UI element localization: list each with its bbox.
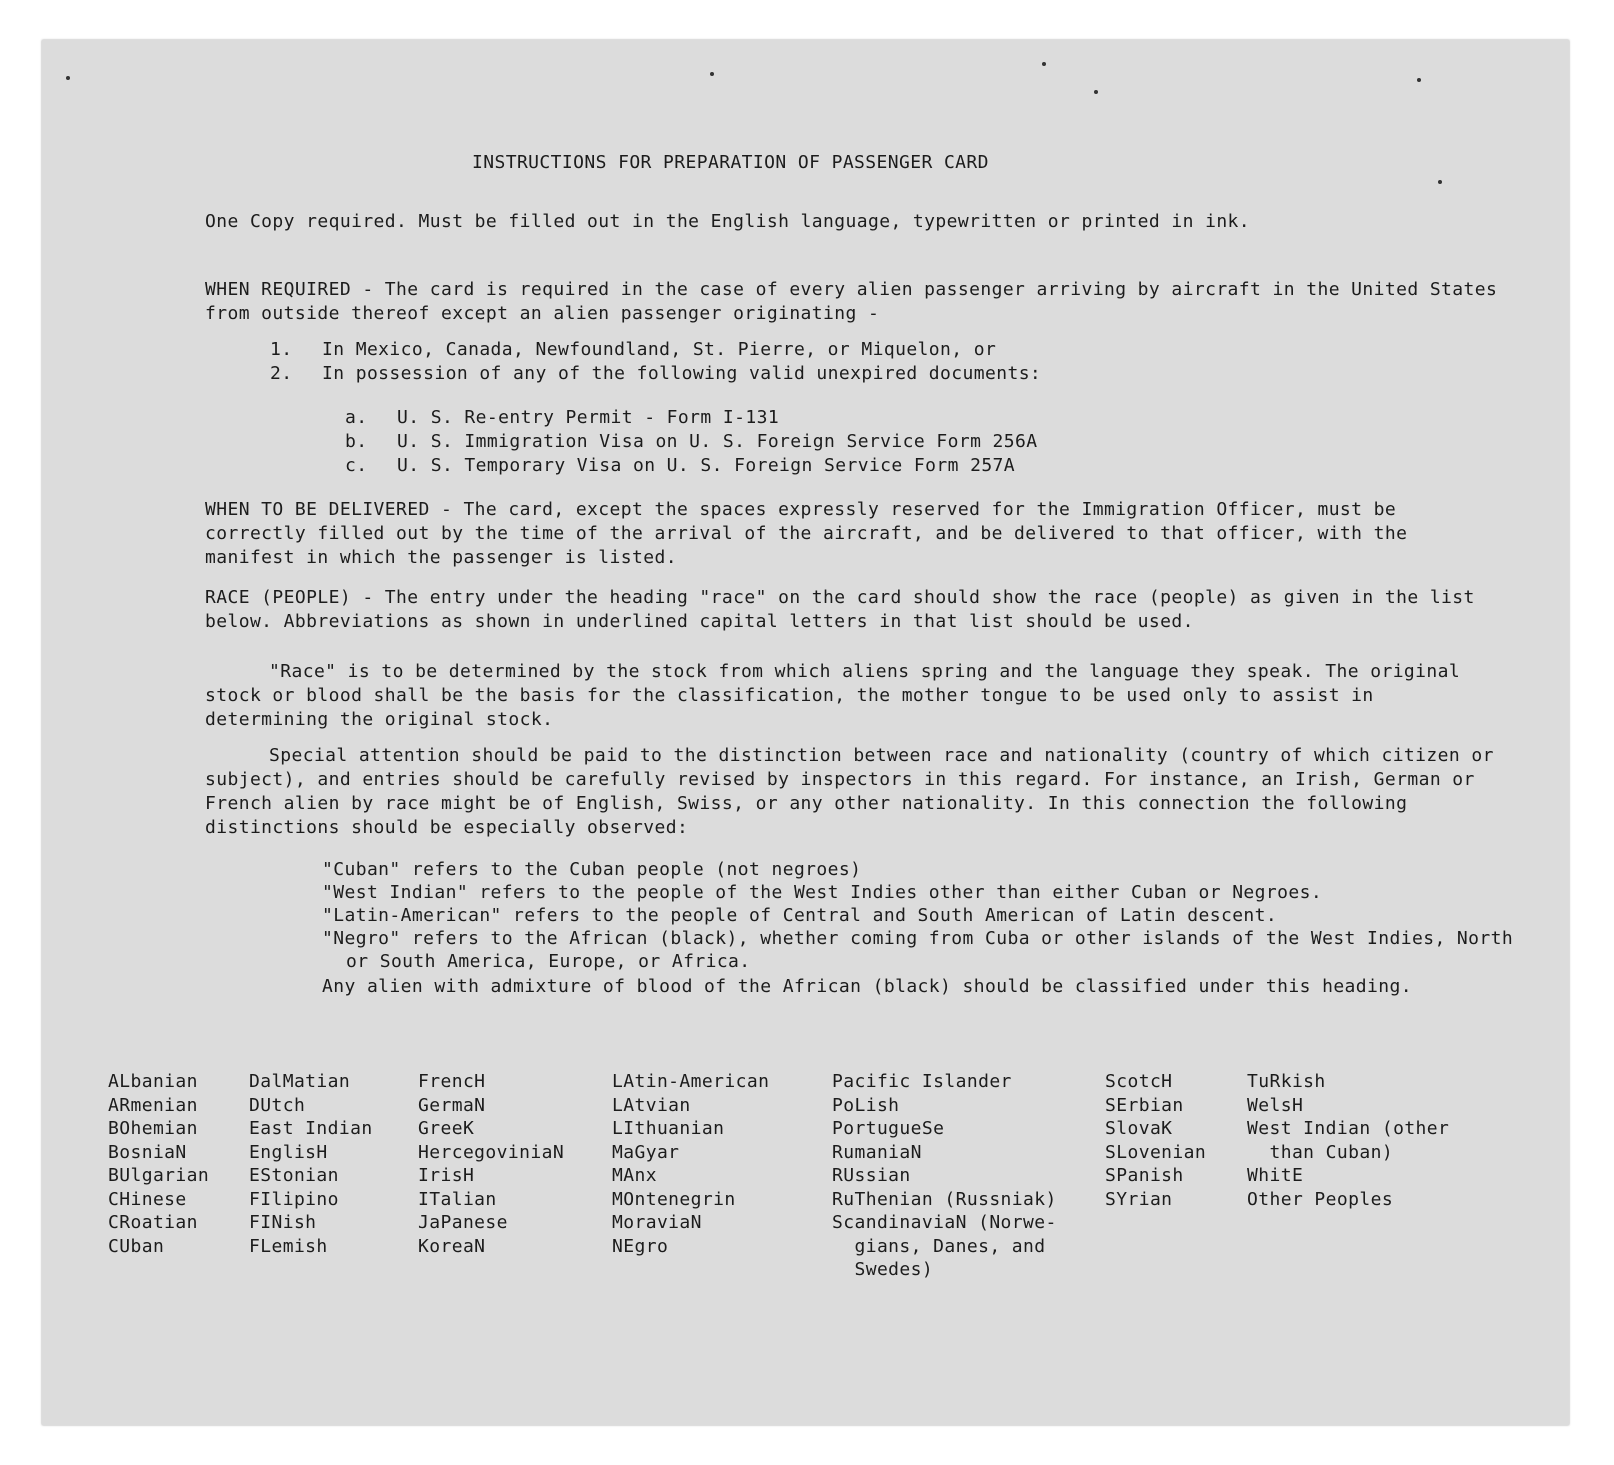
race-entry: ALbanian	[108, 1071, 198, 1092]
distinction-cuban: "Cuban" refers to the Cuban people (not negroes)	[322, 859, 862, 880]
race-entry: SPanish	[1105, 1165, 1184, 1186]
document-item-text: U. S. Temporary Visa on U. S. Foreign Service Form 257A	[397, 455, 1016, 476]
scan-mark	[1042, 62, 1046, 66]
race-column	[418, 1070, 564, 1258]
origin-item-text: In Mexico, Canada, Newfoundland, St. Pierre, or Miquelon, or	[322, 339, 997, 360]
race-entry: PortugueSe	[832, 1118, 945, 1139]
origin-item-number: 2.	[270, 363, 293, 384]
race-entry: BosniaN	[108, 1141, 187, 1163]
race-entry: SErbian	[1105, 1094, 1184, 1116]
race-entry: ARmenian	[108, 1094, 198, 1116]
race-entry: LAtin-American	[612, 1071, 770, 1092]
race-entry: RumaniaN	[832, 1141, 922, 1163]
race-entry: SlovaK	[1105, 1118, 1173, 1139]
race-entry: DUtch	[249, 1094, 306, 1116]
race-entry: LAtvian	[612, 1094, 691, 1116]
race-entry: ITalian	[418, 1188, 497, 1210]
race-column	[108, 1070, 209, 1258]
race-entry: FINish	[249, 1212, 317, 1233]
scan-mark	[1438, 180, 1442, 184]
special-attention-paragraph: Special attention should be paid to the distinction between race and nationality (country of which citizen or subject), and entries should be carefully revised by inspectors in this regard. For instance, an Irish, German or French alien by race might be of English, Swiss, or any other nationality. In this connection the following distinctions should be especially observed:	[205, 745, 1494, 838]
race-entry: CRoatian	[108, 1212, 198, 1233]
race-entry: RUssian	[832, 1165, 911, 1186]
race-entry: West Indian (other	[1247, 1118, 1450, 1139]
race-entry: MaGyar	[612, 1141, 680, 1163]
document-item-letter: a.	[345, 407, 368, 428]
race-entry: MOntenegrin	[612, 1188, 736, 1210]
document-item-letter: c.	[345, 455, 368, 476]
race-entry: LIthuanian	[612, 1118, 725, 1139]
race-entry: PoLish	[832, 1094, 900, 1116]
race-entry: HercegoviniaN	[418, 1141, 565, 1163]
race-entry: FLemish	[249, 1235, 328, 1257]
race-column	[1105, 1070, 1206, 1211]
race-entry: BOhemian	[108, 1118, 198, 1139]
scan-mark	[1417, 78, 1421, 82]
race-column	[832, 1070, 1057, 1282]
race-entry: EnglisH	[249, 1141, 328, 1163]
intro-paragraph: One Copy required. Must be filled out in the English language, typewritten or printed in ink.	[205, 211, 1251, 232]
race-entry: TuRkish	[1247, 1071, 1326, 1092]
race-entry: CHinese	[108, 1188, 187, 1210]
race-column	[1247, 1070, 1449, 1211]
race-entry: BUlgarian	[108, 1165, 210, 1186]
document-item-text: U. S. Immigration Visa on U. S. Foreign Service Form 256A	[397, 431, 1038, 452]
document-item-letter: b.	[345, 431, 368, 452]
race-column	[249, 1070, 373, 1258]
race-entry: MAnx	[612, 1165, 657, 1186]
origin-item-number: 1.	[270, 339, 293, 360]
race-column	[612, 1070, 769, 1258]
distinction-admixture: Any alien with admixture of blood of the African (black) should be classified under this heading.	[322, 976, 1412, 997]
race-entry: SLovenian	[1105, 1141, 1207, 1163]
race-entry: WelsH	[1247, 1094, 1304, 1116]
race-entry: KoreaN	[418, 1235, 486, 1257]
race-determined-paragraph: "Race" is to be determined by the stock from which aliens spring and the language they speak. The original stock or blood shall be the basis for the classification, the mother tongue to be used only to assist in determining the original stock.	[205, 661, 1461, 730]
race-entry: CUban	[108, 1235, 165, 1257]
when-required-paragraph: WHEN REQUIRED - The card is required in the case of every alien passenger arriving by aircraft in the United States from outside thereof except an alien passenger originating -	[205, 279, 1498, 324]
race-entry: gians, Danes, and	[832, 1235, 1046, 1257]
race-entry: East Indian	[249, 1118, 373, 1139]
distinction-latin-american: "Latin-American" refers to the people of Central and South American of Latin descent.	[322, 905, 1278, 926]
race-entry: than Cuban)	[1247, 1141, 1394, 1163]
race-entry: IrisH	[418, 1165, 475, 1186]
scan-mark	[1094, 90, 1098, 94]
scan-mark	[66, 76, 70, 80]
race-entry: Other Peoples	[1247, 1188, 1394, 1210]
race-entry: FIlipino	[249, 1188, 339, 1210]
race-entry: Pacific Islander	[832, 1071, 1012, 1092]
distinction-west-indian: "West Indian" refers to the people of the West Indies other than either Cuban or Negroes.	[322, 882, 1323, 903]
race-entry: Swedes)	[832, 1259, 934, 1280]
race-entry: GreeK	[418, 1118, 475, 1139]
race-entry: ScotcH	[1105, 1071, 1173, 1092]
race-entry: WhitE	[1247, 1165, 1304, 1186]
race-entry: RuThenian (Russniak)	[832, 1188, 1057, 1210]
race-entry: NEgro	[612, 1235, 669, 1257]
race-entry: FrencH	[418, 1071, 486, 1092]
origin-item-text: In possession of any of the following valid unexpired documents:	[322, 363, 1042, 384]
document-sheet	[42, 40, 1569, 1425]
race-people-paragraph: RACE (PEOPLE) - The entry under the heading "race" on the card should show the race (people) as given in the list below. Abbreviations as shown in underlined capital letters in that list should be used.	[205, 587, 1475, 632]
page-title: INSTRUCTIONS FOR PREPARATION OF PASSENGER CARD	[472, 152, 989, 173]
race-entry: SYrian	[1105, 1188, 1173, 1210]
race-entry: ScandinaviaN (Norwe-	[832, 1212, 1057, 1233]
race-entry: MoraviaN	[612, 1212, 702, 1233]
when-delivered-paragraph: WHEN TO BE DELIVERED - The card, except the spaces expressly reserved for the Immigration Officer, must be correctly filled out by the time of the arrival of the aircraft, and be delivered to that officer, with the manifest in which the passenger is listed.	[205, 499, 1408, 568]
scan-mark	[710, 72, 714, 76]
race-entry: DalMatian	[249, 1071, 351, 1092]
distinction-negro: "Negro" refers to the African (black), whether coming from Cuba or other islands of the West Indies, North or South America, Europe, or Africa.	[322, 928, 1514, 972]
race-entry: GermaN	[418, 1094, 486, 1116]
race-entry: JaPanese	[418, 1212, 508, 1233]
race-entry: EStonian	[249, 1165, 339, 1186]
document-item-text: U. S. Re-entry Permit - Form I-131	[397, 407, 780, 428]
